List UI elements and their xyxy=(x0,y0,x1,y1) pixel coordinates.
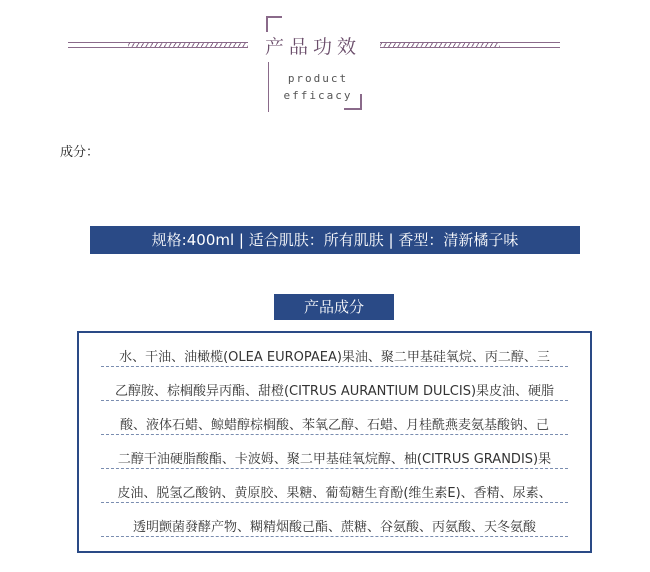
ingredients-line-text: 二醇干油硬脂酸酯、卡波姆、聚二甲基硅氧烷醇、柚(CITRUS GRANDIS)果 xyxy=(117,452,552,467)
ingredients-line xyxy=(79,380,590,399)
ingredients-line-text: 皮油、脱氢乙酸钠、黄原胶、果糖、葡萄糖生育酚(维生素E)、香精、尿素、 xyxy=(117,486,552,501)
subtitle-line-1: product xyxy=(287,72,349,85)
section-title: 产品功效 xyxy=(264,36,361,58)
ingredients-heading: 产品成分 xyxy=(274,294,394,320)
ingredients-line-text: 乙醇胺、棕榈酸异丙酯、甜橙(CITRUS AURANTIUM DULCIS)果皮油、硬脂 xyxy=(114,384,555,399)
ingredients-line xyxy=(79,346,590,365)
section-subtitle xyxy=(270,70,366,104)
title-frame xyxy=(258,14,368,110)
ingredients-line-text: 酸、液体石蜡、鲸蜡醇棕榈酸、苯氧乙醇、石蜡、月桂酰燕麦氨基酸钠、己 xyxy=(119,418,549,433)
ingredients-line-text: 透明颤菌發酵产物、糊精烟酸己酯、蔗糖、谷氨酸、丙氨酸、天冬氨酸 xyxy=(132,520,536,535)
ingredients-line xyxy=(79,448,590,467)
frame-vertical-line xyxy=(268,62,269,112)
efficacy-header xyxy=(0,0,650,120)
left-ornament-rule xyxy=(68,42,248,48)
ingredients-line-text: 水、干油、油橄榄(OLEA EUROPAEA)果油、聚二甲基硅氧烷、丙二醇、三 xyxy=(119,350,550,365)
ingredients-label: 成分： xyxy=(60,145,100,160)
ingredients-box xyxy=(77,331,592,553)
spec-banner: 规格:400ml | 适合肌肤：所有肌肤 | 香型：清新橘子味 xyxy=(90,226,580,254)
right-ornament-rule xyxy=(380,42,560,48)
subtitle-line-2: efficacy xyxy=(283,89,353,102)
ingredients-line xyxy=(79,516,590,535)
frame-corner-top-left xyxy=(266,16,282,32)
ingredients-line xyxy=(79,414,590,433)
ingredients-line xyxy=(79,482,590,501)
